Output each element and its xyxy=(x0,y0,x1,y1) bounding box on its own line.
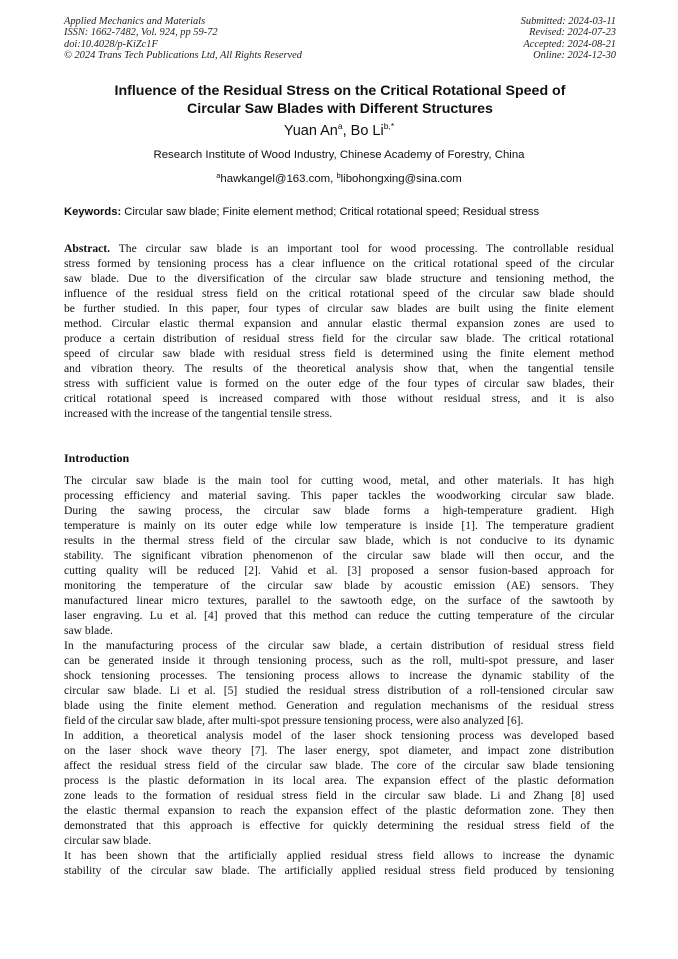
author-list xyxy=(0,121,678,139)
intro-line: circular saw blade. xyxy=(64,834,152,847)
author-separator: , xyxy=(342,123,351,139)
email-a-marker: a xyxy=(216,171,221,180)
intro-line: affect the residual stress field of the circular saw blade. The core of the circular saw blade tensioning xyxy=(64,759,614,772)
intro-line: the elastic thermal expansion to reach the expansion effect of the plastic deformation zone. They then xyxy=(64,804,614,817)
abstract-line: stress formed by tensioning process has a clear influence on the critical rotational speed of the circular xyxy=(64,257,614,270)
abstract-line: influence of the residual stress field on the critical rotational speed of the circular saw blade should xyxy=(64,287,614,300)
intro-line: In the manufacturing process of the circular saw blade, a certain distribution of residual stress field xyxy=(64,639,614,652)
affiliation: Research Institute of Wood Industry, Chinese Academy of Forestry, China xyxy=(153,149,525,161)
intro-line: demonstrated that this approach is effective for quickly determining the residual stress field of the xyxy=(64,819,614,832)
intro-line: blade using the finite element method. Generation and regulation mechanisms of the residual stress xyxy=(64,699,614,712)
keywords-label: Keywords: xyxy=(64,206,122,218)
intro-line: During the sawing process, the circular saw blade forms a high-temperature gradient. High xyxy=(64,504,614,517)
intro-line: zone leads to the formation of residual stress field in the circular saw blade. Li and Zhang [8] used xyxy=(64,789,614,802)
intro-line: can be generated inside it through tensioning process, such as the roll, multi-spot pressure, and laser xyxy=(64,654,614,667)
accepted-date: Accepted: 2024-08-21 xyxy=(523,38,616,50)
intro-line: stability. The significant vibration phenomenon of the circular saw blade will then occur, and the xyxy=(64,549,614,562)
intro-line: on the laser shock wave theory [7]. The laser energy, spot diameter, and impact zone distribution xyxy=(64,744,614,757)
intro-line: It has been shown that the artificially applied residual stress field allows to increase the dynamic xyxy=(64,849,614,862)
email-b-marker: b xyxy=(336,171,341,180)
keywords xyxy=(64,206,620,218)
intro-line: monitoring the temperature of the circular saw blade by acoustic emission (AE) sensors. They xyxy=(64,579,614,592)
abstract-label: Abstract. xyxy=(64,242,111,255)
email-a[interactable]: hawkangel@163.com, xyxy=(220,173,337,185)
author-2: Bo Li xyxy=(350,123,384,139)
intro-line: cutting quality will be reduced [2]. Vahid et al. [3] proposed a sensor fusion-based approach for xyxy=(64,564,614,577)
abstract-line: and vibration theory. The results of the theoretical analysis show that, when the tangential tensile xyxy=(64,362,614,375)
intro-line: process is the plastic deformation in its local area. The expansion effect of the plastic deformation xyxy=(64,774,614,787)
intro-line: saw blade. xyxy=(64,624,113,637)
abstract-line: Abstract. The circular saw blade is an important tool for wood processing. The controllable residual xyxy=(64,242,614,255)
title-line-2: Circular Saw Blades with Different Structures xyxy=(187,101,493,117)
intro-line: processing efficiency and material saving. This paper tackles the woodworking circular saw blade. xyxy=(64,489,614,502)
email-b[interactable]: libohongxing@sina.com xyxy=(340,173,462,185)
abstract-line: stress with sufficient value is formed on the outer edge of the four types of circular saw blades, their xyxy=(64,377,614,390)
intro-line: laser engraving. Lu et al. [4] proved that this method can reduce the cutting temperature of the circular xyxy=(64,609,614,622)
journal-name: Applied Mechanics and Materials xyxy=(64,16,206,27)
submitted-date: Submitted: 2024-03-11 xyxy=(520,16,616,27)
abstract-line: critical rotational speed is increased compared with those without residual stress, and it is also xyxy=(64,392,614,405)
copyright: © 2024 Trans Tech Publications Ltd, All Rights Reserved xyxy=(64,50,302,62)
issn-info: ISSN: 1662-7482, Vol. 924, pp 59-72 xyxy=(64,27,218,39)
abstract-line: method. Circular elastic thermal expansion and annular elastic thermal expansion zones are used to xyxy=(64,317,614,330)
abstract-line: produce a certain distribution of residual stress field for the circular saw blade. The critical rotational xyxy=(64,332,614,345)
intro-line: shock tensioning processes. The tensioning process allows to increase the dynamic stability of the xyxy=(64,669,614,682)
abstract-line: be further studied. In this paper, four types of circular saw blades are built using the finite element xyxy=(64,302,614,315)
intro-line: In addition, a theoretical analysis model of the laser shock tensioning process was developed based xyxy=(64,729,614,742)
intro-line: results in the thermal stress field of the circular saw blade, which is not conducive to its dynamic xyxy=(64,534,614,547)
abstract-line: saw blade. Due to the diversification of the circular saw blade structure and tensioning method, the xyxy=(64,272,614,285)
abstract xyxy=(64,241,614,421)
title-line-1: Influence of the Residual Stress on the Critical Rotational Speed of xyxy=(114,83,566,99)
intro-line: stability of the circular saw blade. The artificially applied residual stress field produced by tensioning xyxy=(64,864,614,877)
intro-line: The circular saw blade is the main tool for cutting wood, metal, and other materials. It has high xyxy=(64,474,614,487)
paper-title xyxy=(64,82,616,118)
online-date: Online: 2024-12-30 xyxy=(533,50,616,62)
introduction-body xyxy=(64,473,614,878)
intro-line: circular saw blade. Li et al. [5] studied the residual stress distribution of a roll-tensioned circular saw xyxy=(64,684,614,697)
revised-date: Revised: 2024-07-23 xyxy=(529,27,616,39)
abstract-line: speed of circular saw blade with residual stress field is determined using the finite element method xyxy=(64,347,614,360)
keywords-text: Circular saw blade; Finite element method; Critical rotational speed; Residual stress xyxy=(121,206,540,218)
author-1-affil: a xyxy=(337,121,343,131)
intro-line: temperature is mainly on its outer edge while low temperature is inside [1]. The temperature gradient xyxy=(64,519,614,532)
journal-meta xyxy=(64,16,302,62)
author-1: Yuan An xyxy=(283,123,338,139)
abstract-line: increased with the increase of the tangential tensile stress. xyxy=(64,407,333,420)
submission-dates xyxy=(521,16,616,62)
section-heading-introduction: Introduction xyxy=(64,451,130,465)
doi: doi:10.4028/p-KiZc1F xyxy=(64,38,158,50)
intro-line: field of the circular saw blade, after multi-spot pressure tensioning process, were also analyzed [6]. xyxy=(64,714,524,727)
author-2-affil: b,* xyxy=(383,121,395,131)
author-emails xyxy=(0,171,678,185)
intro-line: manufactured linear micro textures, parallel to the sawtooth edge, on the surface of the sawtooth by xyxy=(64,594,614,607)
